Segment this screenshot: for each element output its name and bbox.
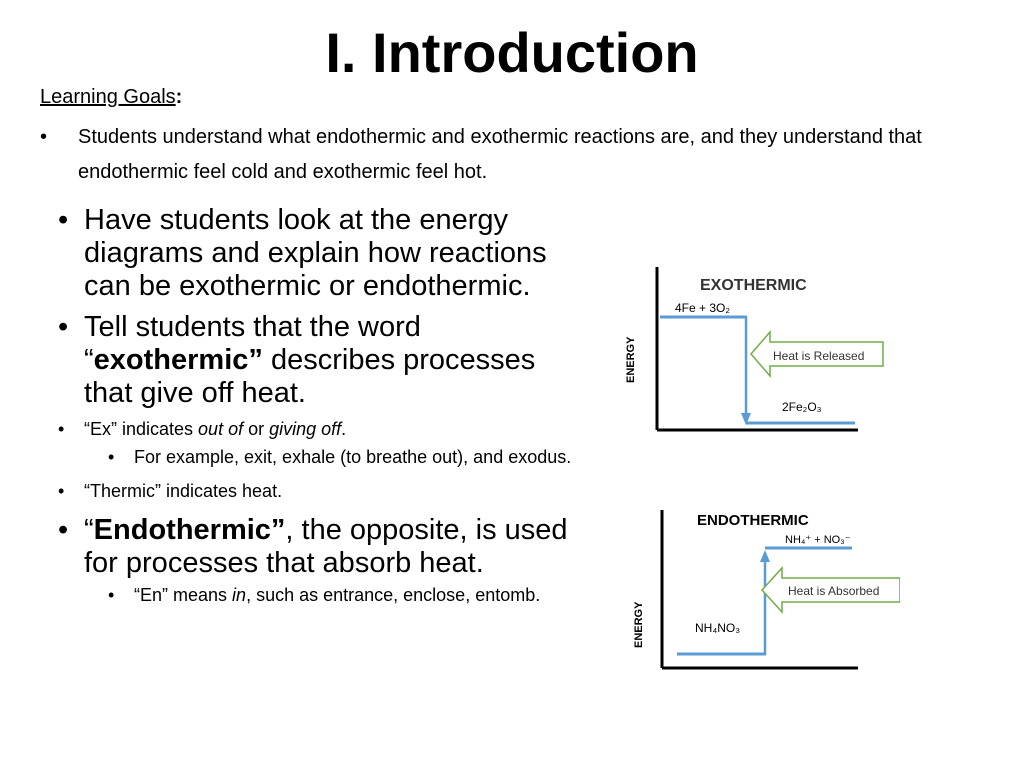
bullet-term-endothermic: Endothermic” <box>93 514 286 546</box>
bullet-icon: • <box>40 126 48 148</box>
bullet-icon: • <box>58 204 69 236</box>
bullet-text: For example, exit, exhale (to breathe out), and exodus. <box>134 447 572 467</box>
bullet-text-pre: “ <box>84 514 94 546</box>
bullet-text-post: , the opposite, is used for processes that absorb heat. <box>84 514 568 579</box>
diagram-title: EXOTHERMIC <box>700 277 807 294</box>
bullet-item <box>58 204 578 303</box>
up-arrow-icon <box>760 550 770 562</box>
bullet-item <box>58 311 578 410</box>
products-label: 2Fe₂O₃ <box>782 400 822 414</box>
learning-goals-label: Learning Goals <box>40 86 176 108</box>
bullet-item <box>58 418 578 440</box>
sub-bullet-item <box>108 446 578 468</box>
bullet-text-mid: or <box>243 419 270 439</box>
bullet-icon: • <box>108 585 115 605</box>
reactants-label: NH₄NO₃ <box>695 621 741 635</box>
bullet-emphasis: giving off <box>269 419 342 439</box>
learning-goal-item <box>40 120 990 190</box>
bullet-item <box>58 514 578 580</box>
bullet-emphasis: in <box>232 585 247 605</box>
bullet-term-exothermic: exothermic” <box>93 344 263 376</box>
bullet-text-pre: “Ex” indicates <box>84 419 199 439</box>
bullet-text-post: . <box>341 419 347 439</box>
bullet-icon: • <box>58 514 69 546</box>
endothermic-diagram <box>600 500 900 680</box>
exothermic-diagram <box>600 255 900 445</box>
exothermic-diagram-svg <box>600 255 900 440</box>
bullet-icon: • <box>58 311 69 343</box>
callout-label: Heat is Released <box>773 349 865 363</box>
energy-axis-label: ENERGY <box>625 336 637 383</box>
bullet-text: “Thermic” indicates heat. <box>84 481 283 501</box>
products-label: NH₄⁺ + NO₃⁻ <box>785 534 851 546</box>
bullet-text-pre: “En” means <box>134 585 233 605</box>
slide-title: I. Introduction <box>325 21 699 84</box>
learning-goals-colon: : <box>175 86 183 108</box>
callout-label: Heat is Absorbed <box>788 584 880 598</box>
learning-goals-heading <box>40 86 182 109</box>
bullet-emphasis: out of <box>198 419 244 439</box>
reactants-label: 4Fe + 3O₂ <box>675 301 731 315</box>
diagram-title: ENDOTHERMIC <box>697 512 809 529</box>
bullet-icon: • <box>58 419 65 439</box>
bullet-text-pre: Tell students that the word “ <box>84 311 421 376</box>
bullet-list <box>58 204 578 618</box>
learning-goal-text: Students understand what endothermic and exothermic reactions are, and they understand that endothermic feel cold and exothermic feel hot. <box>78 126 922 183</box>
bullet-icon: • <box>58 481 65 501</box>
bullet-icon: • <box>108 447 115 467</box>
sub-bullet-item <box>108 584 578 606</box>
bullet-item <box>58 480 578 502</box>
bullet-text-post: describes processes that give off heat. <box>84 344 536 409</box>
bullet-text-post: , such as entrance, enclose, entomb. <box>246 585 541 605</box>
energy-axis-label: ENERGY <box>633 601 645 648</box>
endothermic-diagram-svg <box>600 500 900 675</box>
bullet-text: Have students look at the energy diagrams and explain how reactions can be exothermic or endothermic. <box>84 204 547 302</box>
